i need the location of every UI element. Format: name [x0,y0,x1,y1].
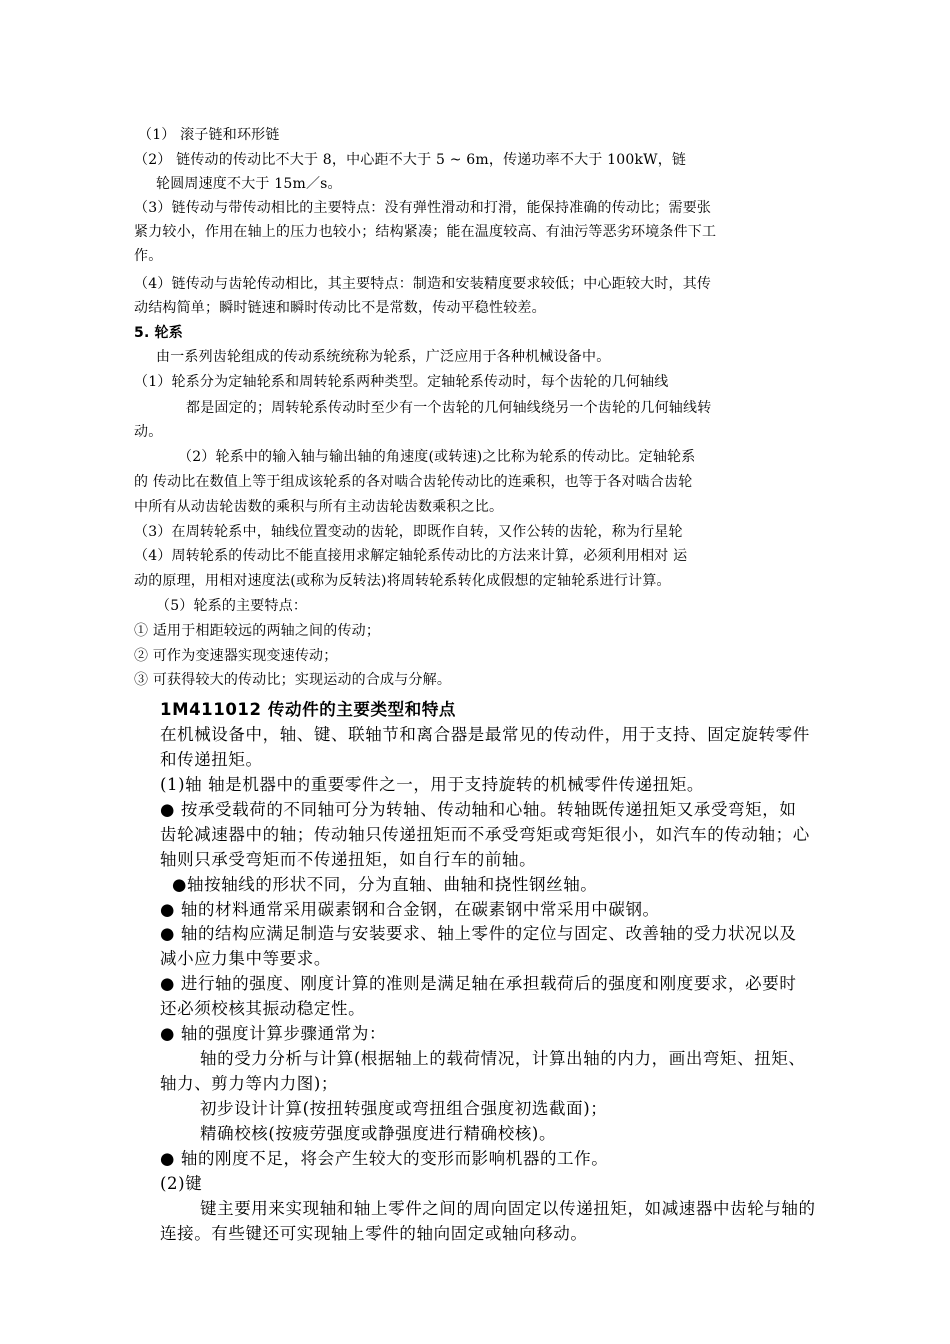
text-line: （2） 链传动的传动比不大于 8，中心距不大于 5 ~ 6m，传递功率不大于 100kW，链 [134,152,687,168]
text-line: （1） 滚子链和环形链 [138,127,280,143]
text-line: ② 可作为变速器实现变速传动； [134,648,338,664]
text-line: （2）轮系中的输入轴与输出轴的角速度(或转速)之比称为轮系的传动比。定轴轮系 [178,449,696,465]
text-line: ③ 可获得较大的传动比；实现运动的合成与分解。 [134,672,452,688]
text-line: ● 轴的材料通常采用碳素钢和合金钢，在碳素钢中常采用中碳钢。 [160,900,660,919]
text-line: 键主要用来实现轴和轴上零件之间的周向固定以传递扭矩，如减速器中齿轮与轴的 [200,1199,816,1218]
text-line: 还必须校核其振动稳定性。 [160,999,366,1018]
text-line: （3）链传动与带传动相比的主要特点：没有弹性滑动和打滑，能保持准确的传动比；需要张 [134,200,712,216]
text-line: ● 轴的刚度不足，将会产生较大的变形而影响机器的工作。 [160,1149,609,1168]
text-line: （4）链传动与齿轮传动相比，其主要特点：制造和安装精度要求较低；中心距较大时，其传 [134,276,712,292]
text-line: ① 适用于相距较远的两轴之间的传动； [134,623,381,639]
text-line: 齿轮减速器中的轴；传动轴只传递扭矩而不承受弯矩或弯矩很小，如汽车的传动轴；心 [160,825,810,844]
text-line: ● 按承受载荷的不同轴可分为转轴、传动轴和心轴。转轴既传递扭矩又承受弯矩，如 [160,800,797,819]
section-heading: 1M411012 传动件的主要类型和特点 [160,700,457,719]
text-line: 初步设计计算(按扭转强度或弯扭组合强度初选截面)； [200,1099,608,1118]
text-line: ● 轴的强度计算步骤通常为： [160,1024,387,1043]
text-line: 由一系列齿轮组成的传动系统统称为轮系，广泛应用于各种机械设备中。 [156,349,611,365]
text-line: 轮圆周速度不大于 15m／s。 [156,176,342,192]
text-line: 紧力较小，作用在轴上的压力也较小；结构紧凑；能在温度较高、有油污等恶劣环境条件下工 [134,224,717,240]
text-line: (1)轴 轴是机器中的重要零件之一，用于支持旋转的机械零件传递扭矩。 [160,775,705,794]
text-line: 轴的受力分析与计算(根据轴上的载荷情况，计算出轴的内力，画出弯矩、扭矩、 [200,1049,806,1068]
text-line: ●轴按轴线的形状不同，分为直轴、曲轴和挠性钢丝轴。 [172,875,598,894]
text-line: 减小应力集中等要求。 [160,949,331,968]
text-line: ● 轴的结构应满足制造与安装要求、轴上零件的定位与固定、改善轴的受力状况以及 [160,924,797,943]
text-line: 中所有从动齿轮齿数的乘积与所有主动齿轮齿数乘积之比。 [134,499,504,515]
text-line: （3）在周转轮系中，轴线位置变动的齿轮，即既作自转，又作公转的齿轮，称为行星轮 [134,524,683,540]
text-line: (2)键 [160,1174,203,1193]
section-heading: 5. 轮系 [134,325,183,341]
text-line: 在机械设备中，轴、键、联轴节和离合器是最常见的传动件，用于支持、固定旋转零件 [160,725,810,744]
text-line: （1）轮系分为定轴轮系和周转轮系两种类型。定轴轮系传动时，每个齿轮的几何轴线 [134,374,669,390]
text-line: 作。 [134,248,163,264]
text-line: 动结构简单；瞬时链速和瞬时传动比不是常数，传动平稳性较差。 [134,300,546,316]
text-line: ● 进行轴的强度、刚度计算的准则是满足轴在承担载荷后的强度和刚度要求，必要时 [160,974,797,993]
text-line: 连接。有些键还可实现轴上零件的轴向固定或轴向移动。 [160,1224,588,1243]
text-line: 轴则只承受弯矩而不传递扭矩，如自行车的前轴。 [160,850,537,869]
text-line: 精确校核(按疲劳强度或静强度进行精确校核)。 [200,1124,557,1143]
text-line: 动的原理，用相对速度法(或称为反转法)将周转轮系转化成假想的定轴轮系进行计算。 [134,573,671,589]
text-line: （5）轮系的主要特点： [156,598,308,614]
text-line: 动。 [134,424,163,440]
text-line: 和传递扭矩。 [160,750,263,769]
text-line: （4）周转轮系的传动比不能直接用求解定轴轮系传动比的方法来计算，必须利用相对 运 [134,548,688,564]
text-line: 都是固定的；周转轮系传动时至少有一个齿轮的几何轴线绕另一个齿轮的几何轴线转 [186,400,712,416]
text-line: 的 传动比在数值上等于组成该轮系的各对啮合齿轮传动比的连乘积，也等于各对啮合齿轮 [134,474,693,490]
text-line: 轴力、剪力等内力图)； [160,1074,339,1093]
